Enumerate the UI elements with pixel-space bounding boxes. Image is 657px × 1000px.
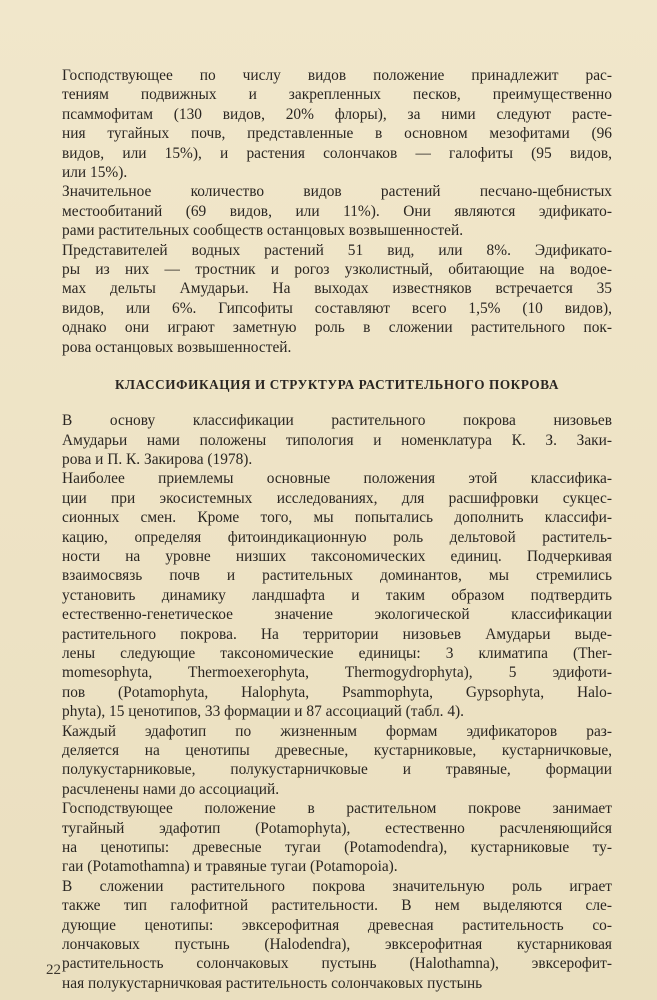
text-line: ная полукустарничковая растительность солончаковых пустынь: [62, 974, 483, 992]
text-line: однако они играют заметную роль в сложении растительного пок-: [62, 319, 612, 337]
text-line: Представителей водных растений 51 вид, или 8%. Эдификато-: [62, 241, 612, 259]
text-line: также тип галофитной растительности. В нем выделяются сле-: [62, 897, 612, 915]
text-line: Наиболее приемлемы основные положения этой классифика-: [62, 470, 612, 488]
text-line: тугайный эдафотип (Potamophyta), естественно расчленяющийся: [62, 819, 612, 837]
text-line: пов (Potamophyta, Halophyta, Psammophyta, Gypsophyta, Halo-: [62, 683, 612, 701]
text-line: ры из них — тростник и рогоз узколистный, обитающие на водое-: [62, 261, 612, 279]
text-line: полукустарниковые, полукустарничковые и травяные, формации: [62, 761, 612, 779]
paragraph: [62, 722, 612, 800]
text-line: тениям подвижных и закрепленных песков, преимущественно: [62, 86, 612, 104]
page-number: 22: [46, 962, 61, 978]
text-line: дующие ценотипы: эвксерофитная древесная растительность со-: [62, 916, 612, 934]
text-line: рами растительных сообществ останцовых возвышенностей.: [62, 222, 464, 240]
text-line: Каждый эдафотип по жизненным формам эдификаторов раз-: [62, 722, 612, 740]
text-line: ности на уровне низших таксономических единиц. Подчеркивая: [62, 547, 612, 565]
text-line: видов, или 15%), и растения солончаков — галофиты (95 видов,: [62, 144, 612, 162]
text-line: В основу классификации растительного покрова низовьев: [62, 412, 612, 430]
text-line: Господствующее положение в растительном покрове занимает: [62, 800, 612, 818]
paragraph: [62, 66, 612, 182]
text-line: местообитаний (69 видов, или 11%). Они являются эдификато-: [62, 202, 612, 220]
text-line: на ценотипы: древесные тугаи (Potamodendra), кустарниковые ту-: [62, 839, 612, 857]
section-heading: КЛАССИФИКАЦИЯ И СТРУКТУРА РАСТИТЕЛЬНОГО ПОКРОВА: [115, 377, 559, 393]
text-line: естественно-генетическое значение экологической классификации: [62, 606, 612, 624]
text-line: phyta), 15 ценотипов, 33 формации и 87 ассоциаций (табл. 4).: [62, 703, 465, 721]
paragraph: [62, 469, 612, 721]
text-line: гаи (Potamothamna) и травяные тугаи (Potamopoia).: [62, 858, 398, 876]
text-line: сионных смен. Кроме того, мы попытались дополнить классифи-: [62, 509, 612, 527]
text-line: растительность солончаковых пустынь (Halothamna), эвксерофит-: [62, 955, 612, 973]
text-line: В сложении растительного покрова значительную роль играет: [62, 877, 612, 895]
text-line: рова останцовых возвышенностей.: [62, 338, 292, 356]
text-line: псаммофитам (130 видов, 20% флоры), за ними следуют расте-: [62, 105, 612, 123]
text-line: ния тугайных почв, представленные в основном мезофитами (96: [62, 125, 612, 143]
text-line: momesophyta, Thermoexerophyta, Thermogydrophyta), 5 эдифоти-: [62, 664, 612, 682]
paragraph: [62, 799, 612, 877]
paragraphs-after-heading: [62, 411, 612, 993]
paragraph: [62, 411, 612, 469]
text-line: лены следующие таксономические единицы: 3 климатипа (Ther-: [62, 644, 612, 662]
text-line: расчленены нами до ассоциаций.: [62, 780, 280, 798]
paragraphs-before-heading: [62, 66, 612, 357]
text-line: мах дельты Амударьи. На выходах известняков встречается 35: [62, 280, 612, 298]
text-line: Значительное количество видов растений песчано-щебнистых: [62, 183, 612, 201]
text-line: растительного покрова. На территории низовьев Амударьи выде-: [62, 625, 612, 643]
text-line: взаимосвязь почв и растительных доминантов, мы стремились: [62, 567, 612, 585]
text-line: ции при экосистемных исследованиях, для расшифровки сукцес-: [62, 489, 612, 507]
text-line: установить динамику ландшафта и таким образом подтвердить: [62, 586, 612, 604]
text-line: видов, или 6%. Гипсофиты составляют всего 1,5% (10 видов),: [62, 299, 612, 317]
paragraph: [62, 182, 612, 240]
paragraph: [62, 877, 612, 993]
text-line: рова и П. К. Закирова (1978).: [62, 450, 253, 468]
text-line: или 15%).: [62, 164, 128, 182]
text-line: кацию, определяя фитоиндикационную роль дельтовой раститель-: [62, 528, 612, 546]
text-line: Господствующее по числу видов положение принадлежит рас-: [62, 67, 612, 84]
text-line: деляется на ценотипы древесные, кустарниковые, кустарничковые,: [62, 742, 612, 759]
text-line: Амударьи нами положены типология и номенклатура К. З. Заки-: [62, 431, 612, 449]
text-line: лончаковых пустынь (Halodendra), эвксерофитная кустарниковая: [62, 936, 612, 954]
paragraph: [62, 241, 612, 357]
body-text: [62, 66, 612, 993]
